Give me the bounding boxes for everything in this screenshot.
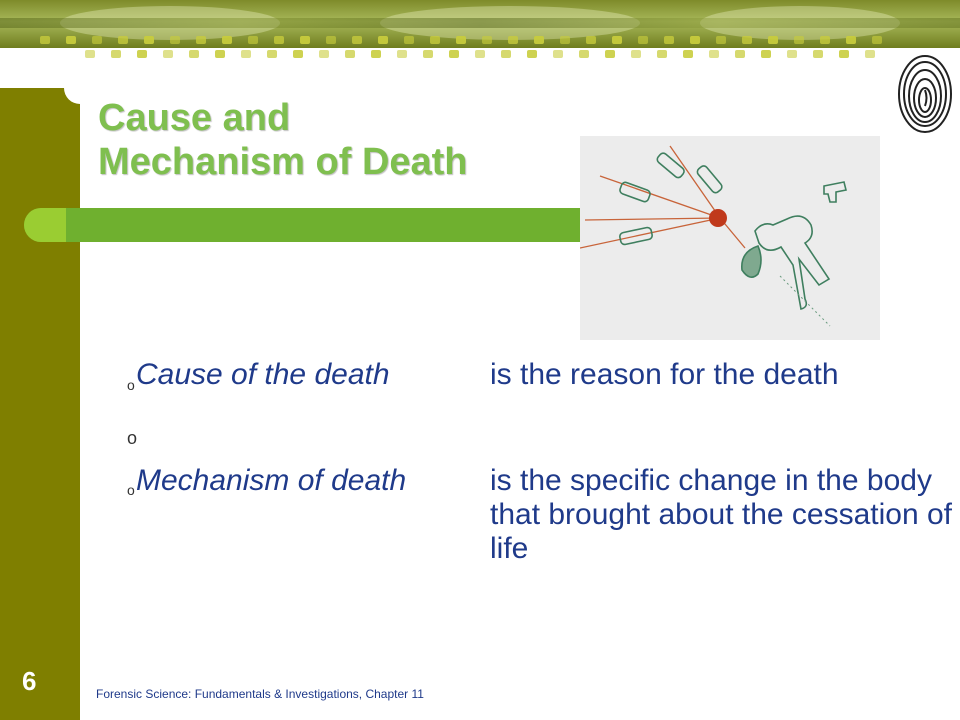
decor-dot (534, 36, 544, 44)
decor-dot (664, 36, 674, 44)
decor-dot (352, 36, 362, 44)
decor-dot (300, 36, 310, 44)
decor-dot (657, 50, 667, 58)
slide-title (98, 96, 468, 184)
banner-stripe (0, 18, 960, 28)
decor-dot (846, 36, 856, 44)
decor-dot (274, 36, 284, 44)
decor-dot (397, 50, 407, 58)
decor-dot (735, 50, 745, 58)
decor-dot (690, 36, 700, 44)
decor-dot (345, 50, 355, 58)
decor-dot (716, 36, 726, 44)
decor-dot (586, 36, 596, 44)
decor-dot (768, 36, 778, 44)
decor-dot (170, 36, 180, 44)
decor-dot (449, 50, 459, 58)
decor-dot (612, 36, 622, 44)
decor-dot (196, 36, 206, 44)
decor-dot (189, 50, 199, 58)
decor-dot (631, 50, 641, 58)
decor-dot (430, 36, 440, 44)
dot-row-bottom (0, 50, 960, 64)
decor-dot (553, 50, 563, 58)
decor-dot (605, 50, 615, 58)
decor-dot (241, 50, 251, 58)
decor-dot (787, 50, 797, 58)
decor-dot (456, 36, 466, 44)
decor-dot (326, 36, 336, 44)
footer-text: Forensic Science: Fundamentals & Investigations, Chapter 11 (96, 687, 424, 701)
decor-dot (222, 36, 232, 44)
dot-row-top (0, 36, 960, 50)
decor-dot (638, 36, 648, 44)
bullet-marker: o (127, 482, 135, 498)
decor-dot (742, 36, 752, 44)
decor-dot (378, 36, 388, 44)
decor-dot (92, 36, 102, 44)
decor-dot (319, 50, 329, 58)
decor-dot (137, 50, 147, 58)
fingerprint-icon (895, 50, 955, 135)
title-underline-bar (24, 208, 584, 242)
decor-dot (820, 36, 830, 44)
bullet-definition-cause: is the reason for the death (490, 358, 839, 391)
decor-dot (839, 50, 849, 58)
decor-dot (118, 36, 128, 44)
decor-dot (560, 36, 570, 44)
decor-dot (482, 36, 492, 44)
bullet-definition-mechanism: is the specific change in the body that brought about the cessation of life (490, 464, 952, 565)
sidebar-notch (64, 88, 80, 104)
left-sidebar (0, 88, 80, 720)
decor-dot (865, 50, 875, 58)
bar-highlight (24, 208, 66, 242)
decor-dot (872, 36, 882, 44)
decor-dot (813, 50, 823, 58)
decor-dot (293, 50, 303, 58)
decor-dot (111, 50, 121, 58)
decor-dot (709, 50, 719, 58)
decor-dot (163, 50, 173, 58)
decor-dot (508, 36, 518, 44)
decor-dot (215, 50, 225, 58)
decor-dot (423, 50, 433, 58)
page-number: 6 (22, 666, 37, 696)
title-line-1: Cause and (98, 97, 291, 139)
decor-dot (404, 36, 414, 44)
decor-dot (579, 50, 589, 58)
decor-dot (248, 36, 258, 44)
decor-dot (527, 50, 537, 58)
bullet-term-mechanism: Mechanism of death (136, 464, 407, 497)
crime-scene-image (580, 136, 880, 340)
decor-dot (683, 50, 693, 58)
bullet-marker: o (127, 377, 135, 393)
decor-dot (144, 36, 154, 44)
decor-dot (85, 50, 95, 58)
decor-dot (501, 50, 511, 58)
decor-dot (475, 50, 485, 58)
decor-dot (371, 50, 381, 58)
decor-dot (267, 50, 277, 58)
bullet-marker: o (127, 428, 138, 448)
decor-dot (40, 36, 50, 44)
decor-dot (66, 36, 76, 44)
bullet-term-cause: Cause of the death (136, 358, 390, 391)
title-line-2: Mechanism of Death (98, 141, 468, 183)
decor-dot (761, 50, 771, 58)
decor-dot (794, 36, 804, 44)
